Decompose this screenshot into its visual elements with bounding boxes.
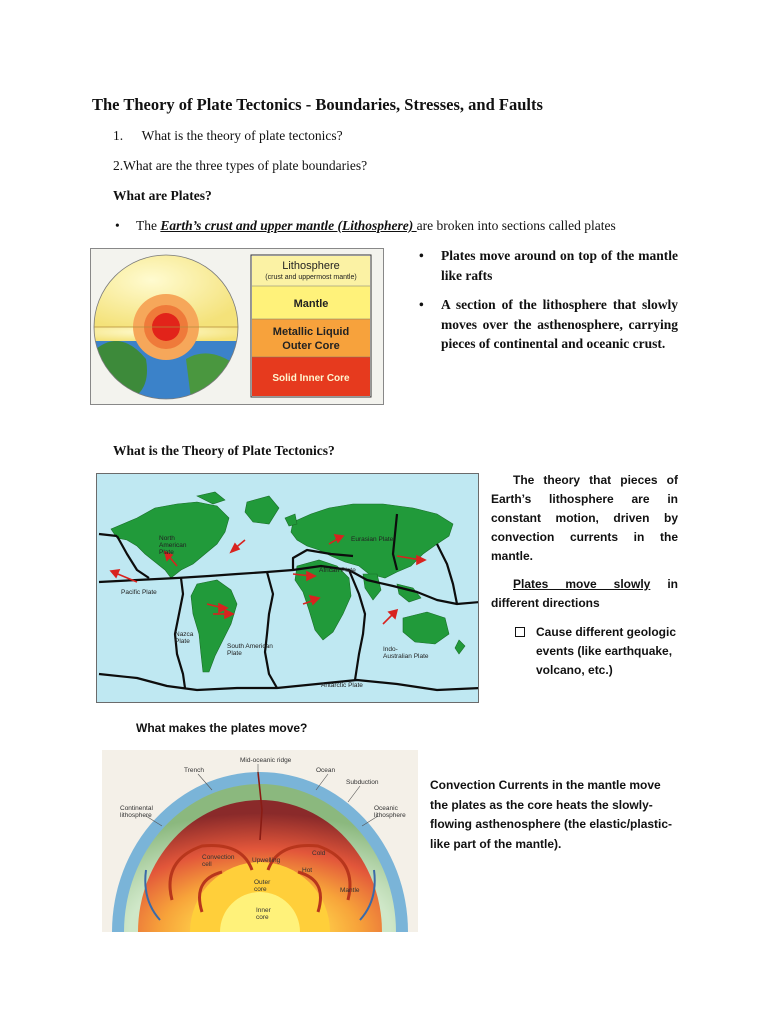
section-heading-theory: What is the Theory of Plate Tectonics? [113,443,335,458]
bullet-prefix: The [136,218,161,233]
plate-map [96,473,479,703]
label-convection-cell-2: cell [202,861,212,868]
label-upwelling: Upwelling [252,857,281,864]
plates-move-text [491,575,678,613]
label-indo-australian-2: Australian Plate [383,653,429,660]
label-inner-core-1: Inner [256,907,271,914]
cause-text: Cause different geologic events (like earthquake, volcano, etc.) [536,625,677,677]
label-lithosphere-sub: (crust and uppermost mantle) [265,274,357,281]
section-heading-plates: What are Plates? [113,188,212,203]
bullet-rafts-text: Plates move around on top of the mantle like rafts [441,248,678,283]
question-number: 1. [113,128,124,143]
label-mantle: Mantle [293,298,329,310]
label-ocean: Ocean [316,767,336,774]
label-lithosphere: Lithosphere [282,260,340,272]
question-text: What are the three types of plate boundaries? [123,158,368,173]
question-2 [113,158,367,174]
label-convection-cell-1: Convection [202,854,235,861]
label-nazca-2: Plate [175,638,190,645]
label-ridge: Mid-oceanic ridge [240,757,292,764]
label-continental-1: Continental [120,805,153,812]
label-continental-2: lithosphere [120,812,152,819]
label-inner-core-2: core [256,914,269,921]
label-north-american-1: North [159,535,175,542]
page-title: The Theory of Plate Tectonics - Boundaries, Stresses, and Faults [92,95,543,114]
convection-diagram [102,750,418,932]
label-african: African Plate [319,567,356,574]
label-trench: Trench [184,767,204,774]
theory-description: The theory that pieces of Earth’s lithosphere are in constant motion, driven by convection currents in the mantle. [491,473,678,563]
label-subduction: Subduction [346,779,379,786]
label-cold: Cold [312,850,326,857]
convection-description: Convection Currents in the mantle move the plates as the core heats the slowly-flowing asthenosphere (the elastic/plastic-like part of the mantle). [430,778,673,851]
section-heading-move: What makes the plates move? [136,721,308,735]
label-nazca-1: Nazca [175,631,194,638]
plates-move-underlined: Plates move slowly [513,577,651,591]
label-pacific: Pacific Plate [121,589,157,596]
label-north-american-2: American [159,542,187,549]
bullet-section-text: A section of the lithosphere that slowly moves over the asthenosphere, carrying pieces of continental and oceanic crust. [441,297,678,351]
label-outer-core-1: Outer [254,879,271,886]
label-inner-core: Solid Inner Core [272,373,350,384]
label-outer-core-2: core [254,886,267,893]
label-indo-australian-1: Indo- [383,646,398,653]
label-oceanic-2: lithosphere [374,812,406,819]
label-eurasian: Eurasian Plate [351,536,394,543]
bullet-suffix: are broken into sections called plates [416,218,616,233]
earth-layers-diagram [90,248,384,405]
question-number: 2. [113,158,124,173]
bullet-emphasis: Earth’s crust and upper mantle (Lithosphere) [160,218,417,233]
label-mantle: Mantle [340,887,360,894]
label-antarctic: Antarctic Plate [321,682,363,689]
plates-move-rest: in different directions [491,577,678,610]
label-south-american-1: South American [227,643,273,650]
label-oceanic-1: Oceanic [374,805,398,812]
label-north-american-3: Plate [159,549,174,556]
cause-item [515,623,680,680]
label-outer-core-1: Metallic Liquid [272,326,350,338]
bullet-section: • A section of the lithosphere that slowly moves over the asthenosphere, carrying pieces of continental and oceanic crust. [419,297,678,351]
bullet-rafts: • Plates move around on top of the mantle like rafts [419,248,678,283]
layer-legend [251,255,371,397]
label-hot: Hot [302,867,313,874]
label-outer-core-2: Outer Core [282,340,340,352]
question-text: What is the theory of plate tectonics? [141,128,343,143]
bullet-lithosphere: • The Earth’s crust and upper mantle (Lithosphere) are broken into sections called plates [115,218,616,233]
question-1 [113,128,343,144]
checkbox-icon [515,627,525,637]
label-south-american-2: Plate [227,650,242,657]
